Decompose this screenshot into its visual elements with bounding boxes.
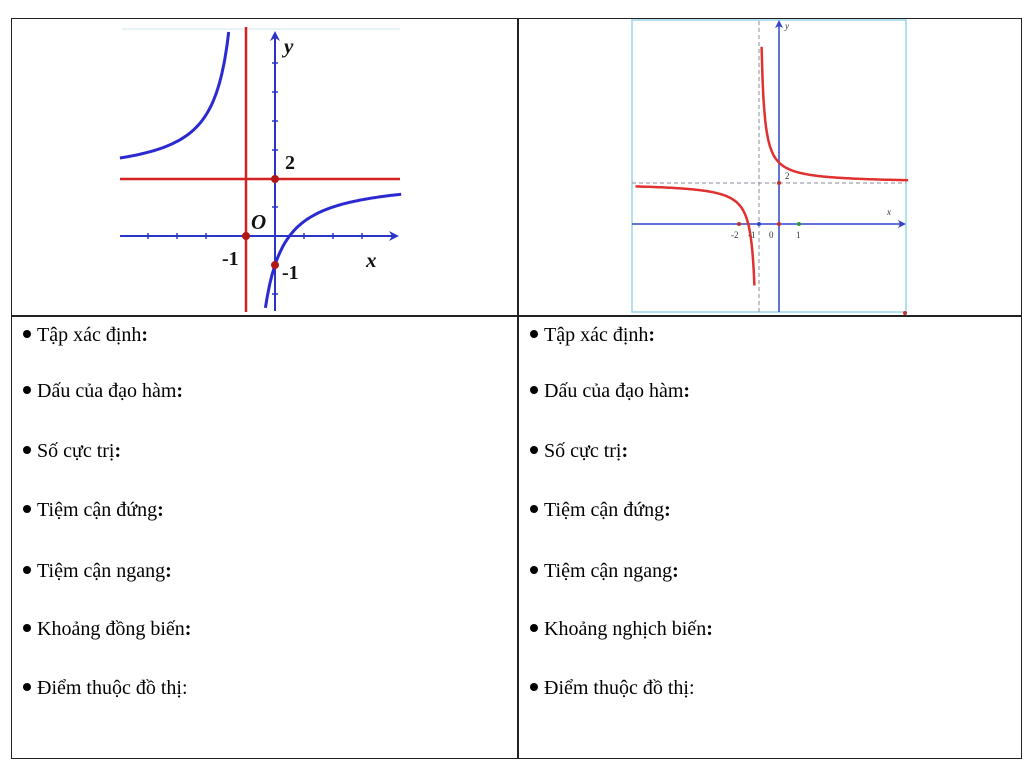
list-item-label: Điểm thuộc đồ thị	[544, 677, 689, 699]
list-item-colon: :	[157, 499, 164, 521]
list-item-colon: :	[688, 677, 695, 699]
bullet-icon	[530, 446, 538, 454]
label-neg1-right: -1	[748, 230, 756, 240]
bullet-icon	[530, 624, 538, 632]
point-y-2	[271, 175, 279, 183]
worksheet-table	[11, 18, 1022, 759]
tick-y-2-right	[777, 181, 781, 185]
graph-right	[519, 19, 1021, 315]
list-item-label: Dấu của đạo hàm	[544, 380, 684, 402]
checklist-left	[12, 317, 517, 757]
graph-right-frame	[632, 20, 906, 312]
x-axis-label-left: x	[366, 248, 377, 272]
list-item-label: Điểm thuộc đồ thị	[37, 677, 182, 699]
list-item-label: Tiệm cận ngang	[544, 560, 673, 582]
list-item-colon: :	[181, 677, 188, 699]
curve-branch-left-upper	[120, 32, 229, 158]
bullet-icon	[23, 683, 31, 691]
bullet-icon	[23, 446, 31, 454]
list-item-colon: :	[176, 380, 184, 402]
list-item	[23, 440, 121, 462]
list-item-colon: :	[648, 324, 656, 346]
list-item-colon: :	[184, 618, 192, 640]
list-item-colon: :	[165, 560, 172, 582]
list-item	[23, 380, 183, 402]
list-item-label: Khoảng nghịch biến	[544, 618, 707, 640]
list-item	[23, 560, 172, 582]
list-item-label: Dấu của đạo hàm	[37, 380, 177, 402]
list-item-colon: :	[672, 560, 679, 582]
label-neg1-x-left: -1	[222, 248, 239, 270]
list-item	[23, 324, 148, 346]
list-item-colon: :	[141, 324, 149, 346]
label-zero-right: 0	[769, 230, 774, 240]
list-item-colon: :	[706, 618, 713, 640]
bullet-icon	[23, 386, 31, 394]
graph-left	[12, 19, 517, 315]
list-item-colon: :	[683, 380, 691, 402]
point-x-neg1	[242, 232, 250, 240]
label-two-left: 2	[285, 152, 295, 174]
list-item-label: Số cực trị	[544, 440, 622, 462]
list-item	[530, 324, 655, 346]
list-item-label: Tập xác định	[37, 324, 142, 346]
tick-x-neg1-right	[757, 222, 761, 226]
list-item-colon: :	[114, 440, 122, 462]
bullet-icon	[23, 624, 31, 632]
bullet-icon	[23, 505, 31, 513]
list-item-label: Tiệm cận đứng	[544, 499, 665, 521]
tick-x-1-right	[797, 222, 801, 226]
checklist-right	[519, 317, 1019, 757]
list-item	[530, 440, 628, 462]
bullet-icon	[530, 330, 538, 338]
list-item	[530, 677, 695, 699]
tick-origin-right	[777, 222, 781, 226]
y-axis-label-right: y	[785, 21, 789, 31]
curve-branch-left-lower	[265, 194, 401, 308]
list-item	[23, 677, 188, 699]
frame-corner-dot	[903, 311, 907, 315]
point-y-neg1	[271, 261, 279, 269]
bullet-icon	[530, 386, 538, 394]
bullet-icon	[530, 683, 538, 691]
label-two-right: 2	[785, 171, 790, 181]
bullet-icon	[23, 566, 31, 574]
label-neg1-y-left: -1	[282, 262, 299, 284]
x-axis-label-right: x	[887, 207, 891, 217]
bullet-icon	[530, 566, 538, 574]
label-origin-left: O	[251, 210, 267, 234]
list-item-colon: :	[621, 440, 629, 462]
list-item	[530, 380, 690, 402]
graph-cell-left	[12, 19, 517, 315]
list-item-label: Số cực trị	[37, 440, 115, 462]
list-item	[530, 560, 679, 582]
list-item	[530, 618, 713, 640]
list-item-label: Khoảng đồng biến	[37, 618, 185, 640]
list-item-label: Tiệm cận đứng	[37, 499, 158, 521]
label-neg2-right: -2	[731, 230, 739, 240]
y-axis-label-left: y	[284, 34, 294, 58]
tick-x-neg2-right	[737, 222, 741, 226]
list-item-colon: :	[664, 499, 671, 521]
bullet-icon	[23, 330, 31, 338]
label-one-right: 1	[796, 230, 801, 240]
graph-cell-right	[519, 19, 1021, 315]
list-item	[23, 618, 191, 640]
list-item-label: Tập xác định	[544, 324, 649, 346]
list-item	[530, 499, 671, 521]
list-item-label: Tiệm cận ngang	[37, 560, 166, 582]
bullet-icon	[530, 505, 538, 513]
curve-branch-right-upper	[762, 47, 909, 180]
list-item	[23, 499, 164, 521]
